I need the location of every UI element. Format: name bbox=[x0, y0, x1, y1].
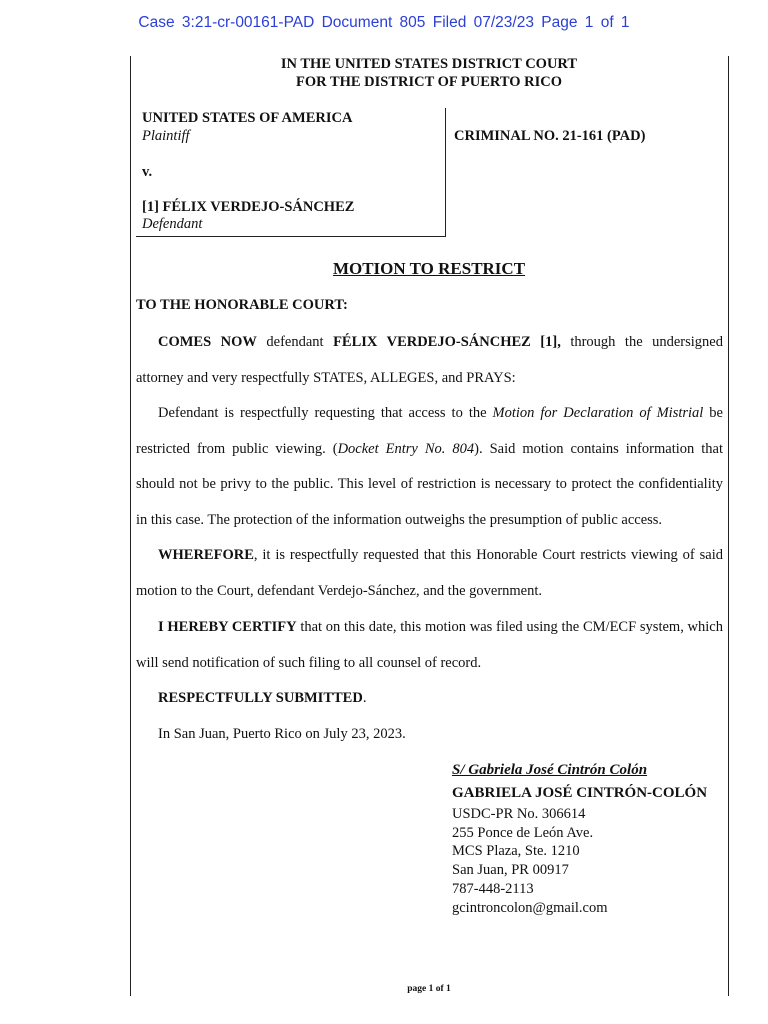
plaintiff-role: Plaintiff bbox=[142, 128, 190, 144]
submitted-lead: RESPECTFULLY SUBMITTED bbox=[158, 690, 363, 706]
footer-total: 1 bbox=[446, 984, 451, 994]
address-line-2: MCS Plaza, Ste. 1210 bbox=[452, 843, 580, 859]
footer-label: page bbox=[407, 984, 429, 994]
request-text-a: Defendant is respectfully requesting that access to the bbox=[158, 405, 493, 421]
plaintiff-name: UNITED STATES OF AMERICA bbox=[142, 110, 353, 126]
phone-number: 787-448-2113 bbox=[452, 881, 534, 897]
email-address: gcintroncolon@gmail.com bbox=[452, 900, 608, 916]
address-line-1: 255 Ponce de León Ave. bbox=[452, 825, 594, 841]
comes-now-rest: through the undersigned attorney and very respectfully STATES, ALLEGES, and PRAYS: bbox=[136, 334, 723, 386]
paragraph-wherefore bbox=[136, 538, 723, 609]
certify-rest: that on this date, this motion was filed using the CM/ECF system, which will send notification of such filing to all counsel of record. bbox=[136, 619, 723, 671]
docket-entry-ref: Docket Entry No. 804 bbox=[337, 440, 475, 457]
defendant-name: [1] FÉLIX VERDEJO-SÁNCHEZ bbox=[142, 199, 355, 215]
paragraph-comes-now bbox=[136, 325, 723, 396]
attorney-name: GABRIELA JOSÉ CINTRÓN-COLÓN bbox=[452, 785, 708, 801]
court-name: IN THE UNITED STATES DISTRICT COURT bbox=[280, 56, 578, 72]
electronic-signature: S/ Gabriela José Cintrón Colón bbox=[452, 762, 648, 778]
city-line: San Juan, PR 00917 bbox=[452, 862, 569, 878]
paragraph-submitted bbox=[136, 681, 723, 717]
paragraph-request bbox=[136, 396, 723, 538]
comes-now-mid: defendant bbox=[256, 334, 334, 350]
date-line: In San Juan, Puerto Rico on July 23, 2023. bbox=[158, 726, 406, 742]
footer-current: 1 bbox=[428, 984, 434, 994]
left-margin-line bbox=[130, 56, 131, 996]
right-margin-line bbox=[728, 56, 729, 996]
ecf-header-stamp: Case 3:21-cr-00161-PAD Document 805 Filed 07/23/23 Page 1 of 1 bbox=[138, 14, 630, 31]
case-number: CRIMINAL NO. 21-161 (PAD) bbox=[454, 128, 646, 144]
comes-now-lead: COMES NOW bbox=[158, 334, 257, 350]
wherefore-rest: , it is respectfully requested that this Honorable Court restricts viewing of said motion to the Court, defendant Verdejo-Sánchez, and the government. bbox=[136, 547, 723, 599]
versus: v. bbox=[142, 164, 153, 180]
defendant-role: Defendant bbox=[142, 216, 203, 232]
submitted-rest: . bbox=[362, 690, 367, 706]
document-title: MOTION TO RESTRICT bbox=[332, 259, 526, 278]
paragraph-certify bbox=[136, 610, 723, 681]
court-district: FOR THE DISTRICT OF PUERTO RICO bbox=[295, 74, 563, 90]
footer-of: of bbox=[433, 984, 447, 994]
wherefore-lead: WHEREFORE bbox=[158, 547, 254, 563]
case-caption bbox=[136, 108, 446, 237]
salutation: TO THE HONORABLE COURT: bbox=[136, 297, 348, 313]
motion-title-ref: Motion for Declaration of Mistrial bbox=[492, 405, 704, 421]
paragraph-date bbox=[136, 717, 723, 753]
bar-number: USDC-PR No. 306614 bbox=[452, 806, 586, 822]
defendant-ref: FÉLIX VERDEJO-SÁNCHEZ [1], bbox=[333, 334, 561, 350]
page-footer bbox=[0, 984, 768, 994]
request-text-b: be restricted from public viewing. ( bbox=[136, 405, 723, 457]
request-text-c: ). Said motion contains information that should not be privy to the public. This level of restriction is necessary to protect the confidentiality in this case. The protection of the information outweighs the presumption of public access. bbox=[136, 440, 723, 528]
certify-lead: I HEREBY CERTIFY bbox=[158, 619, 297, 635]
